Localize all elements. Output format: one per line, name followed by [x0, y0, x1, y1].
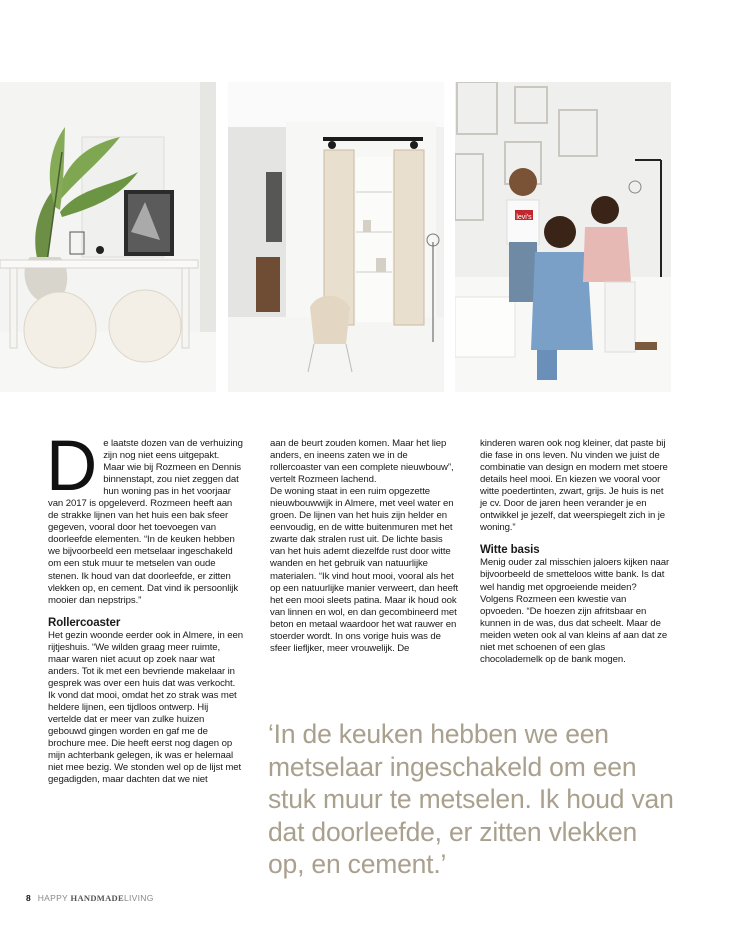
- brand-living: LIVING: [123, 893, 154, 903]
- paragraph-4: Menig ouder zal misschien jaloers kijken naar bijvoorbeeld de smetteloos witte bank. Is dat wel handig met opgroeiende meiden? Volgens Rozmeen een kwestie van opvoeden. “De hoezen zijn afritsbaar en kunnen in de was, dus dat scheelt. Maar de meiden weten ook al van kleins af aan dat ze niet met schoenen of een glas chocolademelk op de bank mogen.: [480, 557, 670, 665]
- shirt-logo: levi's: [516, 214, 532, 221]
- intro-paragraph: e laatste dozen van de verhuizing zijn nog niet eens uitgepakt. Maar wie bij Rozmeen en Dennis binnenstapt, zou niet zeggen dat hun woning pas in het voorjaar van 2017 is opgeleverd. Rozmeen heeft aan de strakke lijnen van het huis een bak sfeer gegeven, vooral door het toevoegen van doorleefde elementen. “In de keuken hebben we bijvoorbeeld een metselaar ingeschakeld om een stuk muur te metselen van oude stenen. Ik houd van dat doorleefde, er zitten vlekken op, en cement. Dat vind ik persoonlijk mooier dan nepstrips.”: [48, 438, 243, 606]
- article-column-2: [270, 438, 460, 655]
- drop-cap: D: [46, 427, 98, 506]
- pull-quote: ‘In de keuken hebben we een metselaar ingeschakeld om een stuk muur te metselen. Ik houd van dat doorleefde, er zitten vlekken op, en cement.’: [268, 719, 674, 879]
- page-number: 8: [26, 893, 32, 903]
- brand-handmade: HANDMADE: [70, 893, 124, 903]
- subheading-witte-basis: Witte basis: [480, 544, 540, 557]
- paragraph-2-continued: aan de beurt zouden komen. Maar het liep anders, en ineens zaten we in de rollercoaster van een complete nieuwbouw”, vertelt Rozmeen lachend.: [270, 438, 454, 486]
- brand-happy: HAPPY: [37, 893, 68, 903]
- article-column-1: [46, 427, 243, 786]
- paragraph-2: Het gezin woonde eerder ook in Almere, in een rijtjeshuis. “We wilden graag meer ruimte, maar waren niet acuut op zoek naar wat anders. Tot ik met een bevriende makelaar in gesprek was over een huis dat was verkocht. Ik vond dat mooi, omdat het zo strak was met heldere lijnen, een tijdloos ontwerp. Hij vertelde dat er meer van zulke huizen gebouwd gingen worden en gaf me de brochure mee. Die heeft eerst nog dagen op mijn achterbank gelegen, ik was er helemaal niet mee bezig. We stonden wel op de lijst met gegadigden, maar dachten dat we niet: [48, 629, 243, 786]
- page-footer: [26, 893, 154, 903]
- paragraph-3: De woning staat in een ruim opgezette nieuwbouwwijk in Almere, met veel water en groen. De lijnen van het huis zijn helder en eenvoudig, en de witte buitenmuren met het zwarte dak stralen rust uit. De lichte basis van het huis ademt diezelfde rust door witte wanden en het gebruik van natuurlijke materialen. “Ik vind hout mooi, vooral als het op een natuurlijke manier verweert, dan heeft het een mooi sleets patina. Maar ik houd ook van linnen en wol, en dan gecombineerd met beton en metaal waardoor het wat rauwer en stoerder wordt. In ons vorige huis was de sfeer liefljker, meer vrouwelijk. De: [270, 486, 459, 654]
- subheading-rollercoaster: Rollercoaster: [48, 616, 121, 629]
- interior-console-table-photo: [0, 82, 216, 392]
- family-on-sofa-photo: [455, 82, 671, 392]
- article-column-3: [480, 438, 670, 666]
- interior-barn-door-cabinet-photo: [228, 82, 444, 392]
- paragraph-3-continued: kinderen waren ook nog kleiner, dat paste bij die fase in ons leven. Nu vinden we juist de combinatie van design en modern met stoere details heel mooi. En kiezen we vooral voor witte poedertinten, zwart, grijs. Je huis is net je cv. Door de jaren heen verander je en ontwikkel je jezelf, dat weerspiegelt zich in je woning.”: [480, 438, 668, 534]
